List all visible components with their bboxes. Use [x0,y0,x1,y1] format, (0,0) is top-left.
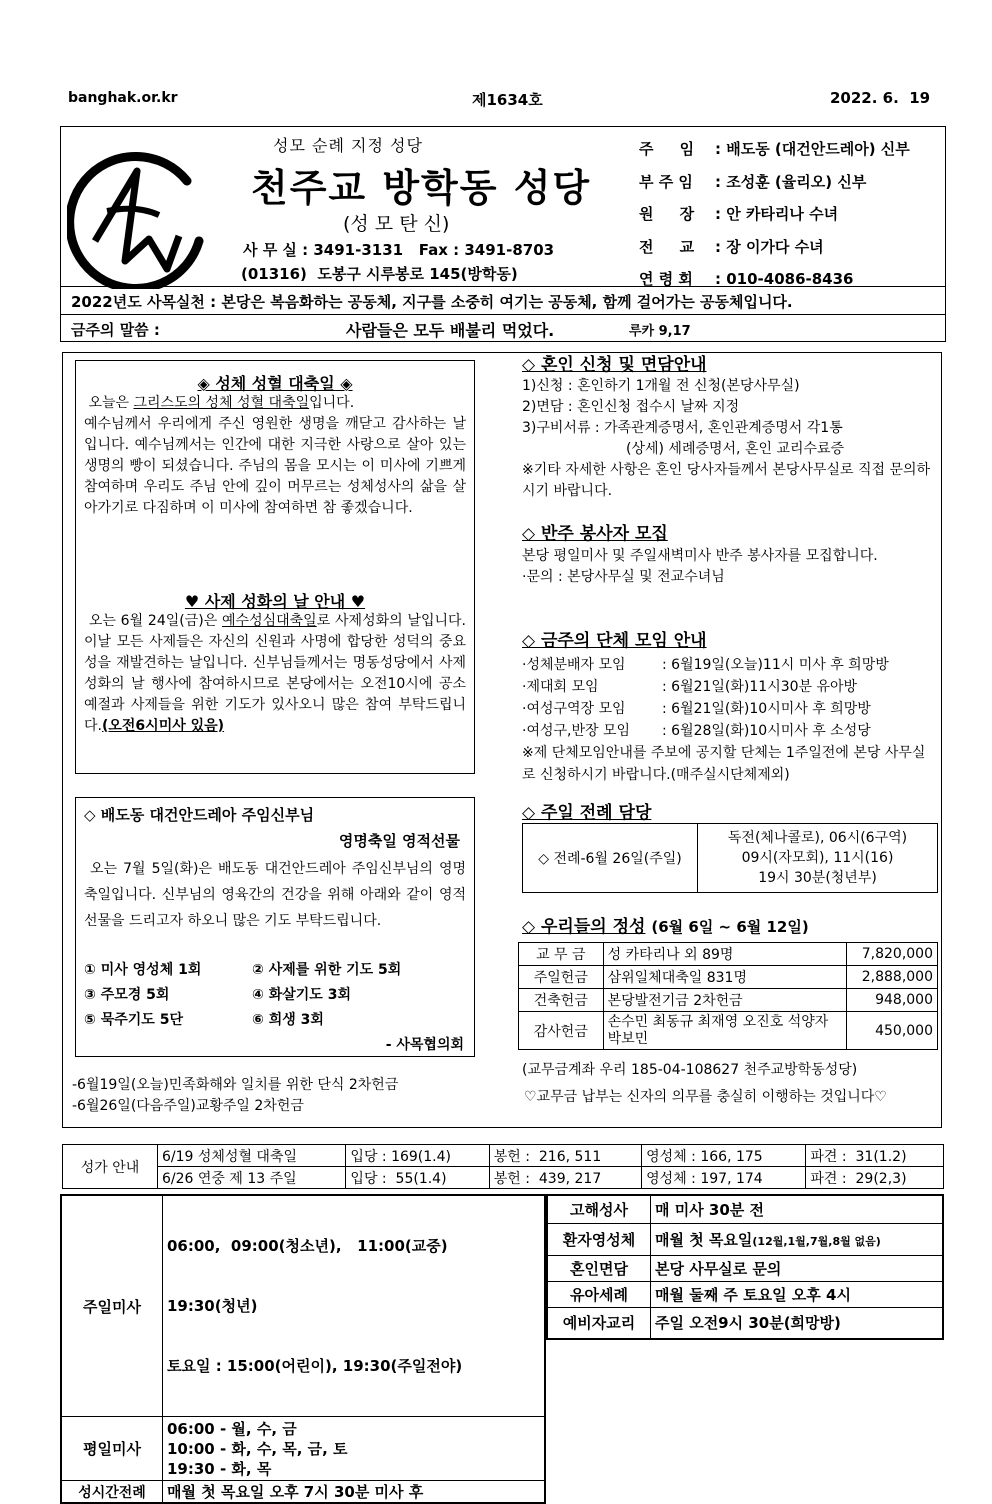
gift-item: ① 미사 영성체 1회 [84,962,202,978]
right-column [522,354,936,502]
hymn-stats-table: 성가 안내 6/19 성체성혈 대축일 입당 : 169(1.4) 봉헌 : 216, 511 영성체 : 166, 175 파견 : 31(1.2) 6/26 연중 제 13 주일 입당 : 55(1.4) 봉헌 : 439, 217 영성체 : 197, 174 파견 : 29(2,3) [62,1144,944,1189]
meeting-row: ·성체분배자 모임 : 6월19일(오늘)11시 미사 후 희망방 [522,657,889,673]
staff-assistant: 부 주 임 : 조성훈 (율리오) 신부 [639,172,867,191]
staff-catechist: 전 교 : 장 이가다 수녀 [639,237,824,256]
word-text: 사람들은 모두 배불리 먹었다. [346,321,555,340]
accompanist-title: ◇ 반주 봉사자 모집 [522,524,668,544]
offerings-table [518,942,938,1050]
marriage-text: 1)신청 : 혼인하기 1개월 전 신청(본당사무실) 2)면담 : 혼인신청 접수시 날짜 지정 3)구비서류 : 가족관계증명서, 혼인관계증명서 각1통 (상세) 세례증명서, 혼인 교리수료증 ※기타 자세한 사항은 혼인 당사자들께서 본당사무실로 직접 문의하시기 바랍니다. [522,378,931,499]
sacrament-table: 고해성사 매 미사 30분 전 환자영성체 매월 첫 목요일(12월,1월,7월,8월 없음) 혼인면담 본당 사무실로 문의 유아세례 매월 둘째 주 토요일 오후 4시 예비자교리 주일 오전9시 30분(희망방) [546,1194,944,1340]
liturgy-label: ◇ 전례-6월 26일(주일) [523,824,698,893]
gift-signature: - 사목협의회 [385,1037,464,1053]
accompanist-contact: ·문의 : 본당사무실 및 전교수녀님 [522,569,725,585]
sunday-mass-label: 주일미사 [61,1195,163,1417]
parish-logo [67,141,209,289]
masthead [60,126,946,315]
staff-pastor: 주 임 : 배도동 (대건안드레아) 신부 [639,140,910,158]
offering-row: 교 무 금 성 카타리나 외 89명 7,820,000 [519,943,938,966]
feast-gift-text: 오는 7월 5일(화)은 배도동 대건안드레아 주임신부님의 영명축일입니다. 신부님의 영육간의 건강을 위해 아래와 같이 영적선물을 드리고자 하오니 많은 기도 부탁드립니다. [84,861,466,929]
liturgy-title: ◇ 주일 전례 담당 [522,803,652,823]
group-meetings-title: ◇ 금주의 단체 모임 안내 [522,631,707,651]
word-reference: 루카 9,17 [629,324,691,339]
word-label: 금주의 말씀 : [71,321,160,339]
weekday-mass-label: 평일미사 [61,1417,163,1481]
patron-feast: (성 모 탄 신) [343,213,450,235]
account-number: (교무금계좌 우리 185-04-108627 천주교방학동성당) [522,1062,858,1078]
pastoral-label: 2022년도 사목실천 : [71,293,217,311]
pastoral-text: 본당은 복음화하는 공동체, 지구를 소중히 여기는 공동체, 함께 걸어가는 공동체입니다. [221,293,793,311]
office-phone: 사 무 실 : 3491-3131 Fax : 3491-8703 [243,241,555,259]
group-meetings-list [522,654,936,786]
second-collection-notes: -6월19일(오늘)민족화해와 일치를 위한 단식 2차헌금 -6월26일(다음주일)교황주일 2차헌금 [72,1077,399,1114]
header-subtitle: 성모 순례 지정 성당 [273,136,423,155]
meeting-row: ·여성구역장 모임 : 6월21일(화)10시미사 후 희망방 [522,701,871,717]
gift-item: ③ 주모경 5회 [84,987,170,1003]
priest-sanctification-text: 오는 6월 24일(금)은 예수성심대축일로 사제성화의 날입니다. 이날 모든 사제들은 자신의 신원과 사명에 합당한 성덕의 중요성을 재발견하는 날입니다. 신부님들께서는 명동성당에서 사제성화의 날 행사에 참여하시므로 본당에서는 오전10시에 공소예절과 사제들을 위한 기도가 있사오니 많은 참여 부탁드립니다.(오전6시미사 있음) [84,613,467,734]
meeting-row: ·여성구,반장 모임 : 6월28일(화)10시미사 후 소성당 [522,723,871,739]
staff-superior: 원 장 : 안 카타리나 수녀 [639,205,839,223]
meeting-note: ※제 단체모임안내를 주보에 공지할 단체는 1주일전에 본당 사무실로 신청하시기 바랍니다.(매주실시단체제외) [522,745,926,783]
stats-label: 성가 안내 [63,1145,158,1189]
adoration-label: 성시간전례 [61,1481,163,1504]
gift-item: ⑥ 희생 3회 [252,1012,324,1028]
offering-row: 주일헌금 삼위일체대축일 831명 2,888,000 [519,966,938,989]
parish-name: 천주교 방학동 성당 [251,166,592,210]
issue-number: 제1634호 [472,91,543,109]
gift-item: ② 사제를 위한 기도 5회 [252,962,402,978]
accompanist-text: 본당 평일미사 및 주일새벽미사 반주 봉사자를 모집합니다. [522,548,878,564]
weekday-mass-times: 06:00 - 월, 수, 금 10:00 - 화, 수, 목, 금, 토 19:30 - 화, 목 [163,1417,546,1481]
marriage-title: ◇ 혼인 신청 및 면담안내 [522,355,707,375]
offerings-title: ◇ 우리들의 정성 (6월 6일 ~ 6월 12일) [522,917,809,937]
issue-date: 2022. 6. 19 [830,89,931,107]
meeting-row: ·제대회 모임 : 6월21일(화)11시30분 유아방 [522,679,858,695]
gift-item: ④ 화살기도 3회 [252,987,351,1003]
adoration-time: 매월 첫 목요일 오후 7시 30분 미사 후 [163,1481,546,1504]
corpus-christi-text: 오늘은 그리스도의 성체 성혈 대축일입니다. 예수님께서 우리에게 주신 영원한 생명을 깨닫고 감사하는 날입니다. 예수님께서는 인간에 대한 지극한 사랑으로 살아 있는 생명의 빵이 되셨습니다. 주님의 몸을 모시는 이 미사에 기쁘게 참여하며 우리도 주님 안에 깊이 머무르는 성체성사의 삶을 살아가기로 다짐하며 이 미사에 참여하면 참 좋겠습니다. [84,395,466,516]
liturgy-table [522,823,938,893]
left-notice-box [75,360,475,774]
staff-funeral: 연 령 회 : 010-4086-8436 [639,270,854,288]
corpus-christi-title: ◈ 성체 성혈 대축일 ◈ [197,374,353,393]
weekly-word [60,315,946,342]
feast-gift-box [75,797,475,1057]
tithe-duty: ♡교무금 납부는 신자의 의무를 충실히 이행하는 것입니다♡ [524,1089,887,1105]
site-url: banghak.or.kr [68,90,178,106]
feast-gift-title: ◇ 배도동 대건안드레아 주임신부님 [84,806,315,824]
priest-sanctification-title: ♥ 사제 성화의 날 안내 ♥ [184,592,366,611]
pastoral-line [71,291,793,312]
liturgy-duty: 독전(체나콜로), 06시(6구역) 09시(자모회), 11시(16) 19시 30분(청년부) [698,824,938,893]
staff-list [639,133,910,296]
sunday-mass-times: 06:00, 09:00(청소년), 11:00(교중) 19:30(청년) 토요일 : 15:00(어린이), 19:30(주일전야) [163,1195,546,1417]
feast-gift-subtitle: 영명축일 영적선물 [338,832,460,850]
gift-list [84,958,401,1033]
office-address: (01316) 도봉구 시루봉로 145(방학동) [241,265,518,283]
accompanist-section [522,522,936,588]
gift-item: ⑤ 묵주기도 5단 [84,1012,183,1028]
offering-row: 감사헌금 손수민 최동규 최재영 오진호 석양자 박보민 450,000 [519,1012,938,1050]
group-meetings-section [522,628,936,786]
mass-schedule-table [60,1194,546,1504]
offering-row: 건축헌금 본당발전기금 2차헌금 948,000 [519,989,938,1012]
